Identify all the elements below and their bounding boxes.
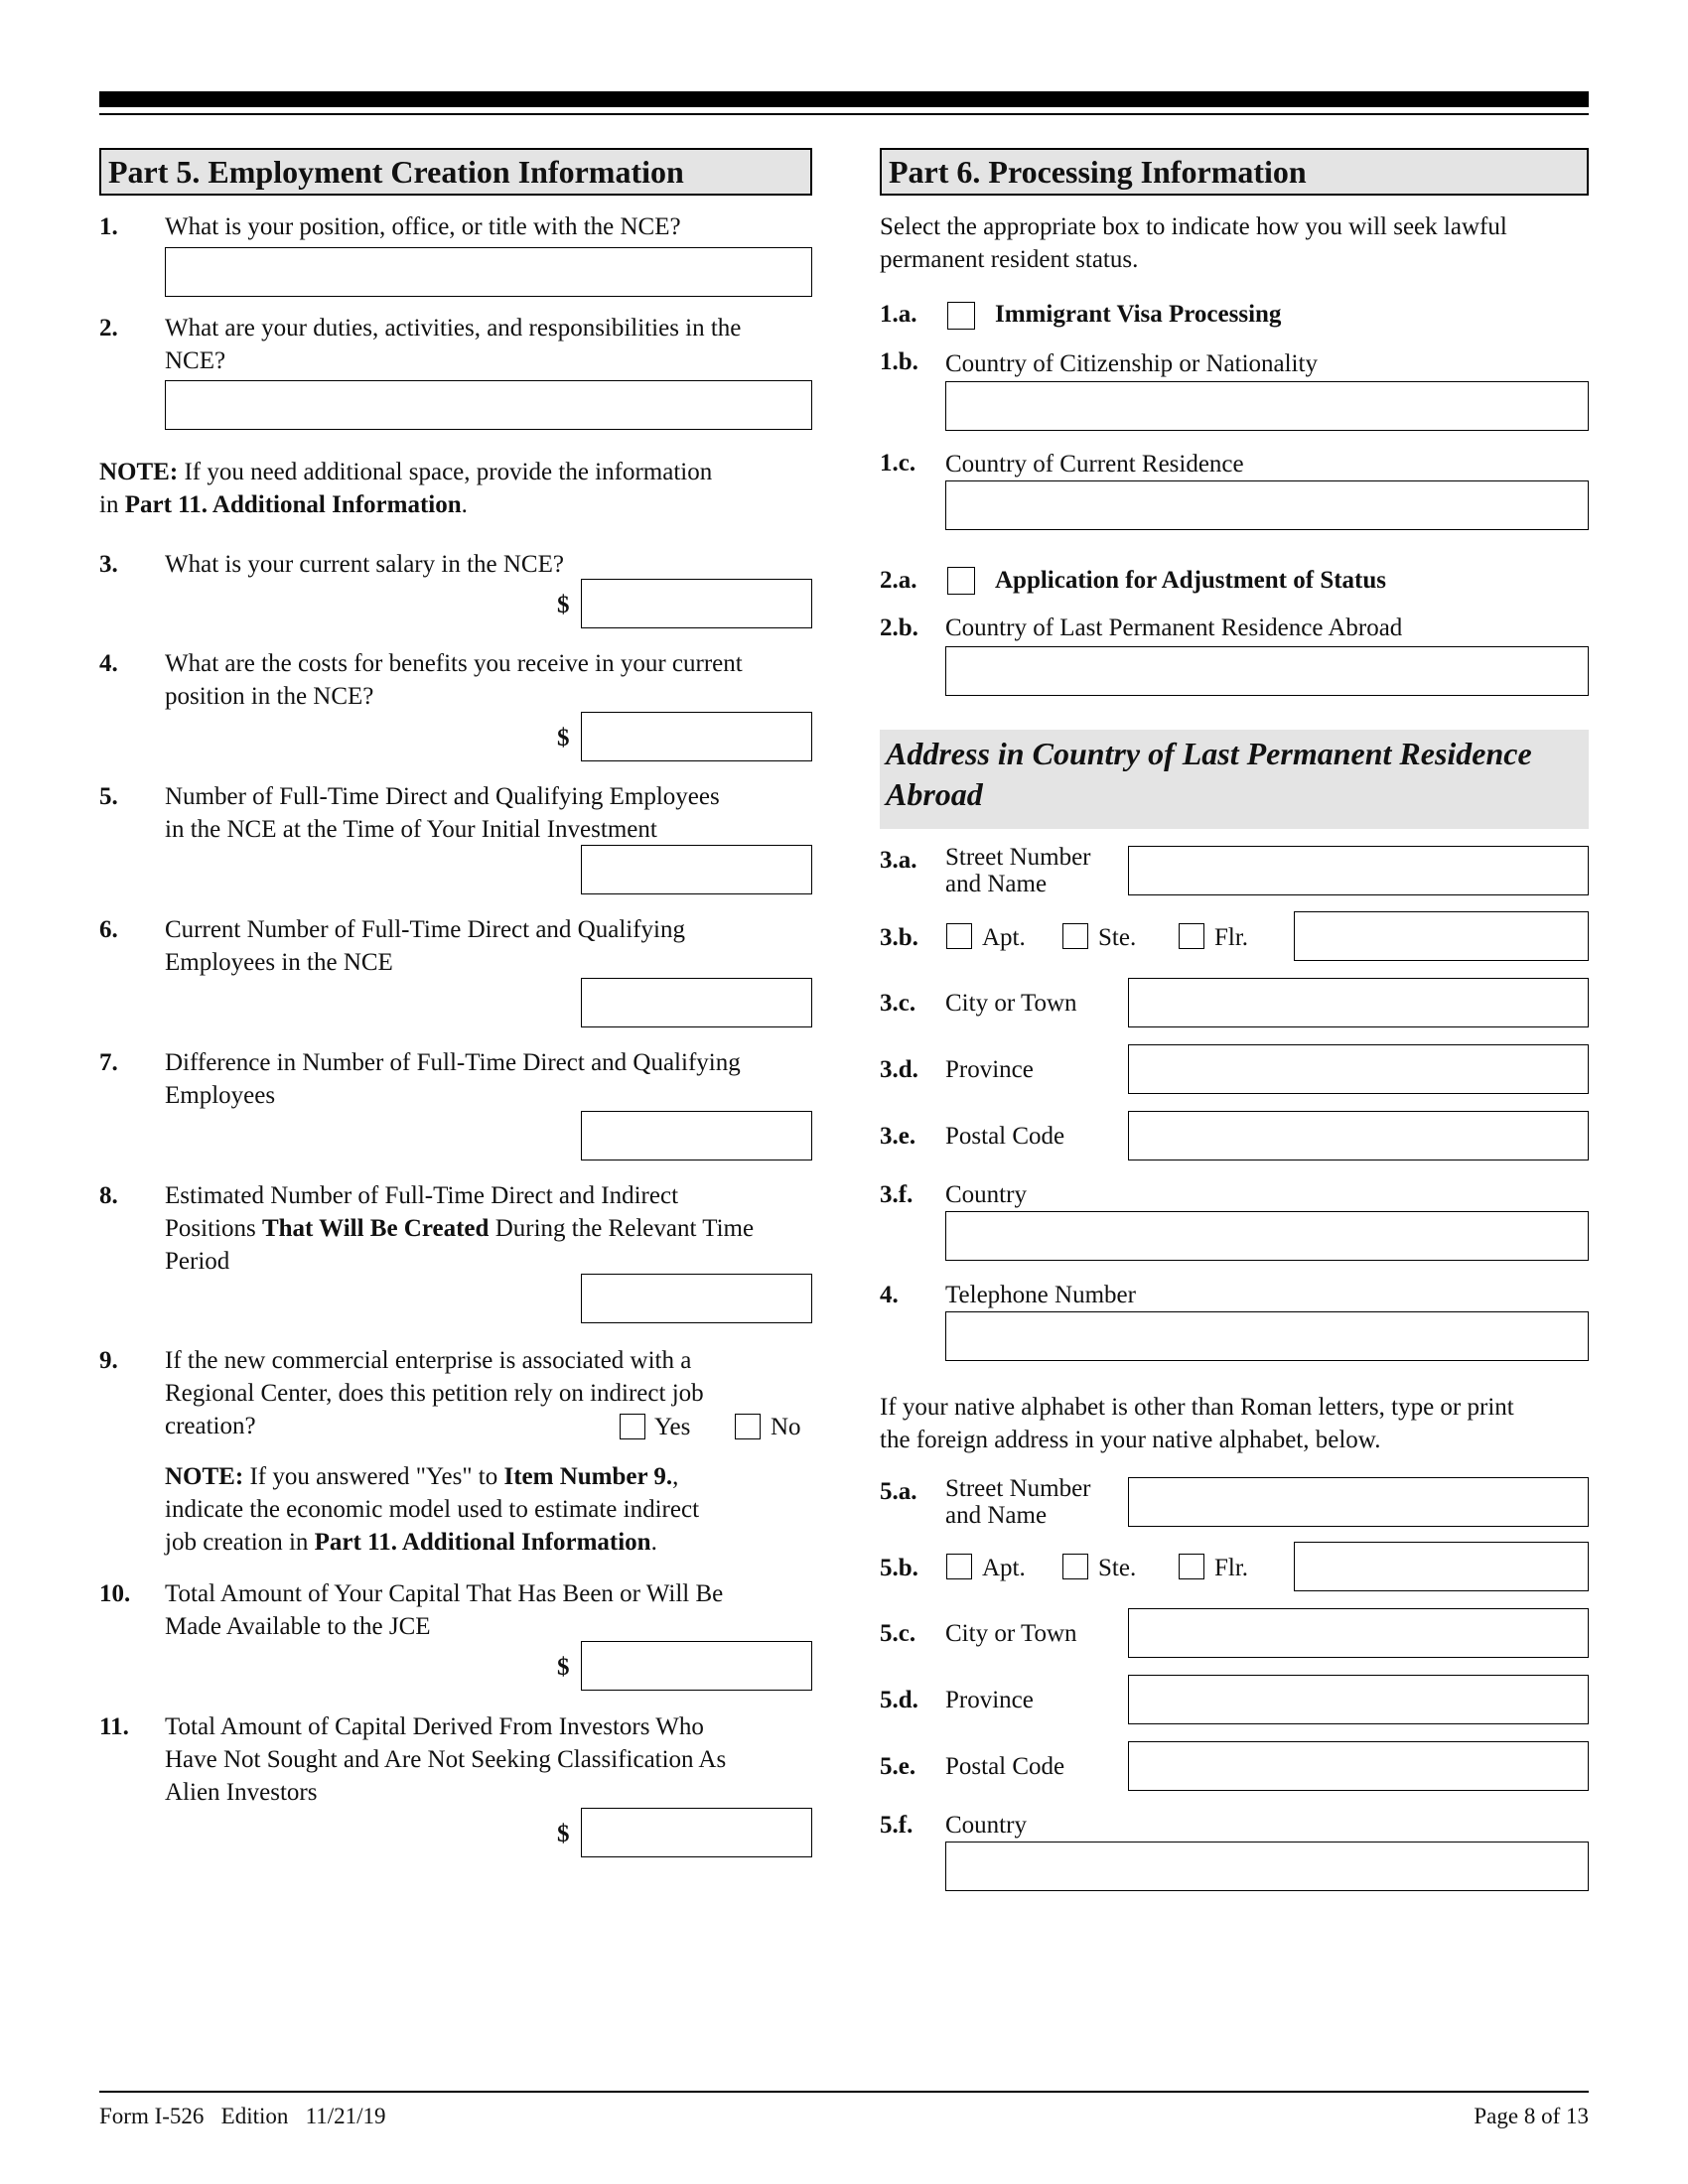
capital-jce-field[interactable] xyxy=(581,1641,812,1691)
item-number: 8. xyxy=(99,1182,118,1209)
item-label: creation? xyxy=(165,1413,256,1439)
item-number: 7. xyxy=(99,1049,118,1076)
part6-header: Part 6. Processing Information xyxy=(880,148,1589,196)
item-label: Employees xyxy=(165,1082,276,1109)
item-label: What are the costs for benefits you receive in your current xyxy=(165,650,743,677)
part5-header: Part 5. Employment Creation Information xyxy=(99,148,812,196)
apt-label: Apt. xyxy=(982,924,1026,951)
ste-label: Ste. xyxy=(1098,924,1137,951)
item-number: 3.a. xyxy=(880,847,917,874)
item-label: Period xyxy=(165,1248,230,1275)
flr-checkbox[interactable] xyxy=(1179,923,1204,949)
item-label: Positions That Will Be Created During the Relevant Time xyxy=(165,1215,755,1242)
item-label: in the NCE at the Time of Your Initial Investment xyxy=(165,816,657,843)
street-label: Street Number and Name xyxy=(945,1475,1091,1529)
duties-field[interactable] xyxy=(165,380,812,430)
item-label: Have Not Sought and Are Not Seeking Classification As xyxy=(165,1746,727,1773)
last-residence-label: Country of Last Permanent Residence Abroad xyxy=(945,614,1403,641)
street-field[interactable] xyxy=(1128,846,1589,895)
note-additional-space: NOTE: If you need additional space, provide the information in Part 11. Additional Information. xyxy=(99,459,713,518)
currency-symbol: $ xyxy=(557,1654,570,1681)
flr-label: Flr. xyxy=(1214,924,1249,951)
native-apt-checkbox[interactable] xyxy=(946,1554,972,1579)
item-number: 5.c. xyxy=(880,1620,916,1647)
unit-number-field[interactable] xyxy=(1294,911,1589,961)
item-number: 3.f. xyxy=(880,1181,914,1208)
item-label: NCE? xyxy=(165,347,226,374)
city-label: City or Town xyxy=(945,990,1077,1017)
no-label: No xyxy=(771,1414,801,1440)
item-label: Regional Center, does this petition rely on indirect job xyxy=(165,1380,704,1407)
native-city-field[interactable] xyxy=(1128,1608,1589,1658)
item-number: 5. xyxy=(99,783,118,810)
no-checkbox[interactable] xyxy=(735,1414,761,1439)
employee-difference-field[interactable] xyxy=(581,1111,812,1160)
item-number: 1.c. xyxy=(880,450,916,477)
positions-created-field[interactable] xyxy=(581,1274,812,1323)
native-street-field[interactable] xyxy=(1128,1477,1589,1527)
postal-field[interactable] xyxy=(1128,1111,1589,1160)
item-number: 3. xyxy=(99,551,118,578)
ste-label: Ste. xyxy=(1098,1555,1137,1581)
item-label: Alien Investors xyxy=(165,1779,318,1806)
city-field[interactable] xyxy=(1128,978,1589,1027)
item-label: Current Number of Full-Time Direct and Qualifying xyxy=(165,916,685,943)
current-residence-label: Country of Current Residence xyxy=(945,451,1244,478)
native-unit-number-field[interactable] xyxy=(1294,1542,1589,1591)
item-number: 1.a. xyxy=(880,301,917,328)
item-number: 5.d. xyxy=(880,1687,918,1713)
item-label: What is your position, office, or title with the NCE? xyxy=(165,213,681,240)
item-number: 10. xyxy=(99,1580,131,1607)
item-number: 5.f. xyxy=(880,1812,914,1839)
item-number: 2.a. xyxy=(880,567,917,594)
native-alphabet-instructions: the foreign address in your native alphabet, below. xyxy=(880,1427,1381,1453)
top-rule-thin xyxy=(99,113,1589,115)
apt-checkbox[interactable] xyxy=(946,923,972,949)
item-number: 2. xyxy=(99,315,118,341)
part6-intro: Select the appropriate box to indicate how you will seek lawful xyxy=(880,213,1507,240)
yes-label: Yes xyxy=(654,1414,691,1440)
native-ste-checkbox[interactable] xyxy=(1062,1554,1088,1579)
part6-intro: permanent resident status. xyxy=(880,246,1139,273)
item-number: 3.b. xyxy=(880,924,918,951)
item-number: 2.b. xyxy=(880,614,918,641)
item-number: 1. xyxy=(99,213,118,240)
immigrant-visa-label: Immigrant Visa Processing xyxy=(995,301,1282,328)
item-number: 11. xyxy=(99,1713,129,1740)
native-country-field[interactable] xyxy=(945,1842,1589,1891)
current-employees-field[interactable] xyxy=(581,978,812,1027)
item-label: Estimated Number of Full-Time Direct and Indirect xyxy=(165,1182,679,1209)
postal-label: Postal Code xyxy=(945,1753,1065,1780)
initial-employees-field[interactable] xyxy=(581,845,812,894)
non-investor-capital-field[interactable] xyxy=(581,1808,812,1857)
item-number: 4. xyxy=(880,1282,899,1308)
address-section-header: Address in Country of Last Permanent Residence Abroad xyxy=(880,730,1589,829)
item-label: position in the NCE? xyxy=(165,683,374,710)
yes-checkbox[interactable] xyxy=(620,1414,645,1439)
last-residence-field[interactable] xyxy=(945,646,1589,696)
currency-symbol: $ xyxy=(557,1821,570,1847)
item-label: If the new commercial enterprise is associated with a xyxy=(165,1347,692,1374)
item-number: 3.c. xyxy=(880,990,916,1017)
note-indirect-job: NOTE: If you answered "Yes" to Item Number 9., indicate the economic model used to estimate indirect job creation in Part 11. Additional Information. xyxy=(165,1463,700,1556)
city-label: City or Town xyxy=(945,1620,1077,1647)
immigrant-visa-checkbox[interactable] xyxy=(947,302,975,330)
item-number: 1.b. xyxy=(880,348,918,375)
salary-field[interactable] xyxy=(581,579,812,628)
item-label: Employees in the NCE xyxy=(165,949,393,976)
citizenship-label: Country of Citizenship or Nationality xyxy=(945,350,1318,377)
province-field[interactable] xyxy=(1128,1044,1589,1094)
benefits-cost-field[interactable] xyxy=(581,712,812,761)
item-number: 5.a. xyxy=(880,1478,917,1505)
top-rule-thick xyxy=(99,91,1589,107)
telephone-field[interactable] xyxy=(945,1311,1589,1361)
native-flr-checkbox[interactable] xyxy=(1179,1554,1204,1579)
item-number: 9. xyxy=(99,1347,118,1374)
item-label: Total Amount of Your Capital That Has Been or Will Be xyxy=(165,1580,724,1607)
citizenship-field[interactable] xyxy=(945,381,1589,431)
country-label: Country xyxy=(945,1812,1027,1839)
flr-label: Flr. xyxy=(1214,1555,1249,1581)
native-province-field[interactable] xyxy=(1128,1675,1589,1724)
postal-label: Postal Code xyxy=(945,1123,1065,1150)
province-label: Province xyxy=(945,1687,1034,1713)
item-label: Difference in Number of Full-Time Direct and Qualifying xyxy=(165,1049,741,1076)
currency-symbol: $ xyxy=(557,592,570,618)
item-label: Made Available to the JCE xyxy=(165,1613,431,1640)
country-label: Country xyxy=(945,1181,1027,1208)
country-field[interactable] xyxy=(945,1211,1589,1261)
native-alphabet-instructions: If your native alphabet is other than Roman letters, type or print xyxy=(880,1394,1514,1421)
ste-checkbox[interactable] xyxy=(1062,923,1088,949)
adjustment-status-checkbox[interactable] xyxy=(947,567,975,595)
item-number: 5.e. xyxy=(880,1753,916,1780)
telephone-label: Telephone Number xyxy=(945,1282,1136,1308)
street-label: Street Number and Name xyxy=(945,844,1091,897)
current-residence-field[interactable] xyxy=(945,480,1589,530)
item-label: Total Amount of Capital Derived From Investors Who xyxy=(165,1713,704,1740)
item-label: Number of Full-Time Direct and Qualifying Employees xyxy=(165,783,720,810)
province-label: Province xyxy=(945,1056,1034,1083)
position-title-field[interactable] xyxy=(165,247,812,297)
form-edition: Form I-526 Edition 11/21/19 xyxy=(99,2104,386,2128)
footer-rule xyxy=(99,2091,1589,2093)
page-number: Page 8 of 13 xyxy=(1474,2104,1589,2128)
item-number: 4. xyxy=(99,650,118,677)
item-number: 3.d. xyxy=(880,1056,918,1083)
item-label: What are your duties, activities, and responsibilities in the xyxy=(165,315,742,341)
item-number: 6. xyxy=(99,916,118,943)
item-number: 3.e. xyxy=(880,1123,916,1150)
native-postal-field[interactable] xyxy=(1128,1741,1589,1791)
item-number: 5.b. xyxy=(880,1555,918,1581)
apt-label: Apt. xyxy=(982,1555,1026,1581)
adjustment-status-label: Application for Adjustment of Status xyxy=(995,567,1387,594)
item-label: What is your current salary in the NCE? xyxy=(165,551,564,578)
currency-symbol: $ xyxy=(557,725,570,751)
